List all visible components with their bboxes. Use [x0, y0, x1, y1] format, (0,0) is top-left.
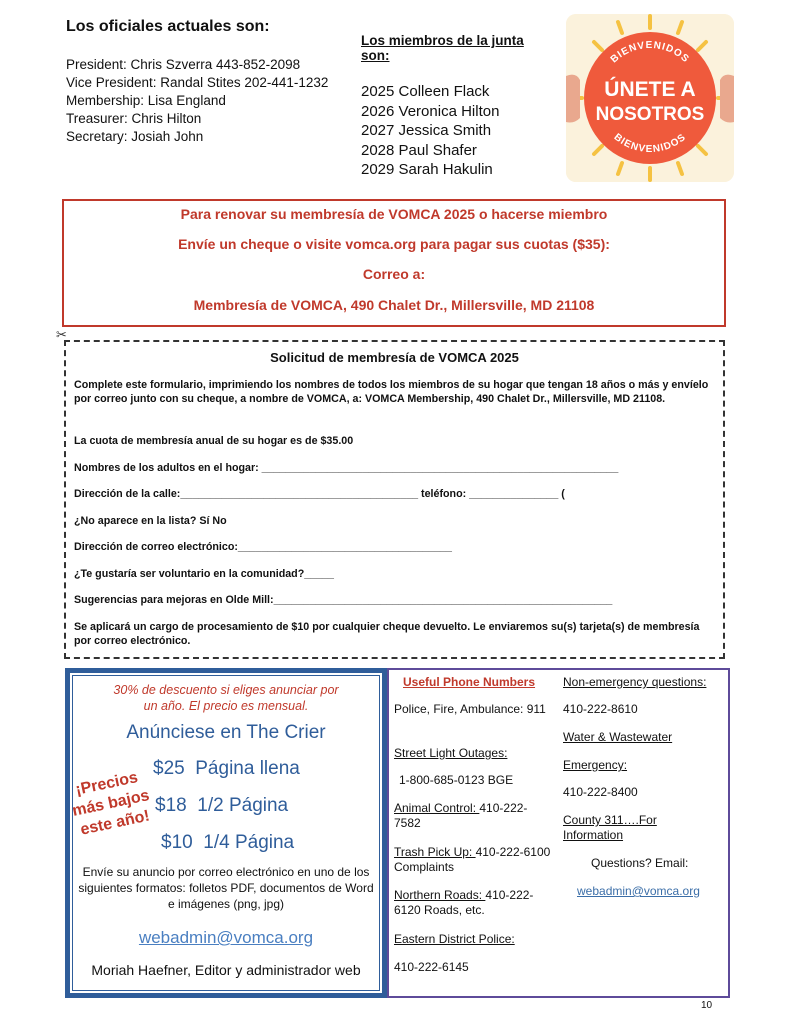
phone-animal-label: Animal Control:	[394, 801, 480, 815]
phone-nonemergency-number: 410-222-8610	[563, 702, 638, 716]
board-member: 2026 Veronica Hilton	[361, 102, 500, 120]
advertising-box	[65, 668, 387, 998]
board-member: 2028 Paul Shafer	[361, 141, 477, 159]
ad-heading: Anúnciese en The Crier	[126, 722, 326, 743]
welcome-line1: ÚNETE A	[604, 78, 696, 101]
form-fee: La cuota de membresía anual de su hogar es de $35.00	[74, 435, 354, 447]
phone-email-link[interactable]: webadmin@vomca.org	[577, 884, 700, 898]
renewal-line-4: Membresía de VOMCA, 490 Chalet Dr., Millersville, MD 21108	[193, 297, 595, 313]
board-list	[361, 82, 499, 180]
phone-roads-label: Northern Roads:	[394, 888, 486, 902]
board-member: 2029 Sarah Hakulin	[361, 161, 493, 178]
scissors-icon: ✂	[56, 327, 67, 342]
phone-questions: Questions? Email:	[591, 856, 689, 870]
form-suggestions-field[interactable]: Sugerencias para mejoras en Olde Mill:_________________________________________________________	[74, 594, 613, 606]
officers-list	[66, 56, 328, 146]
phone-animal-control	[394, 801, 554, 831]
phone-trash-label: Trash Pick Up:	[394, 845, 476, 859]
officers-title: Los oficiales actuales son:	[66, 18, 270, 35]
ad-price-half: $18 1/2 Página	[155, 795, 289, 816]
ad-editor: Moriah Haefner, Editor y administrador web	[91, 962, 361, 978]
welcome-line2: NOSOTROS	[595, 104, 705, 125]
phone-numbers-box	[387, 668, 730, 998]
ad-promo: ¡Precios más bajos este año!	[70, 769, 152, 839]
phone-police-number: 410-222-6145	[394, 960, 469, 974]
form-not-listed-field[interactable]: ¿No aparece en la lista? Sí No	[74, 515, 227, 527]
ad-price-quarter: $10 1/4 Página	[161, 832, 295, 853]
phone-roads-number: 410-222-6120 Roads, etc.	[394, 888, 534, 917]
phone-title: Useful Phone Numbers	[403, 675, 536, 689]
welcome-top-text: BIENVENIDOS	[608, 39, 692, 66]
phone-trash	[394, 845, 554, 875]
phone-animal-number: 410-222-7582	[394, 801, 528, 830]
phone-water-label: Water & Wastewater	[563, 730, 673, 744]
welcome-bottom-text: BIENVENIDOS	[611, 131, 689, 156]
renewal-box	[62, 199, 726, 327]
form-volunteer-field[interactable]: ¿Te gustaría ser voluntario en la comunidad?_____	[74, 568, 334, 580]
renewal-line-2: Envíe un cheque o visite vomca.org para pagar sus cuotas ($35):	[178, 236, 610, 252]
membership-form	[64, 340, 725, 659]
board-title: Los miembros de la junta son:	[361, 33, 524, 63]
officer-membership: Membership: Lisa England	[66, 93, 226, 108]
renewal-line-3: Correo a:	[362, 266, 426, 282]
phone-trash-number: 410-222-6100 Complaints	[394, 845, 551, 874]
phone-street-light-label: Street Light Outages:	[394, 746, 508, 760]
officer-vice-president: Vice President: Randal Stites 202-441-1232	[66, 75, 329, 90]
form-intro: Complete este formulario, imprimiendo los nombres de todos los miembros de su hogar que tengan 18 años o más y envíelo por correo junto con su cheque, a nombre de VOMCA, a: VOMCA Membership, 490 Chalet Dr., Millersville, MD 21108.	[74, 379, 709, 405]
officer-secretary: Secretary: Josiah John	[66, 129, 204, 144]
page-number: 10	[701, 1000, 713, 1011]
board-member: 2025 Colleen Flack	[361, 83, 490, 100]
phone-police-label: Eastern District Police:	[394, 932, 515, 946]
phone-emergency-number: 410-222-8400	[563, 785, 638, 799]
ad-discount: 30% de descuento si eliges anunciar por un año. El precio es mensual.	[113, 683, 339, 713]
phone-roads	[394, 888, 554, 918]
welcome-badge-graphic	[566, 14, 734, 182]
officer-treasurer: Treasurer: Chris Hilton	[66, 111, 202, 126]
phone-nonemergency-label: Non-emergency questions:	[563, 675, 707, 689]
form-address-field[interactable]: Dirección de la calle:________________________________________ teléfono: _______________ (	[74, 488, 565, 500]
form-email-field[interactable]: Dirección de correo electrónico:____________________________________	[74, 541, 452, 553]
welcome-badge-image	[566, 14, 734, 182]
form-title: Solicitud de membresía de VOMCA 2025	[270, 350, 519, 365]
phone-street-light-number: 1-800-685-0123 BGE	[399, 773, 514, 787]
ad-instructions: Envíe su anuncio por correo electrónico en uno de los siguientes formatos: folletos PDF, documentos de Word e imágenes (png, jpg)	[78, 865, 374, 911]
officer-president: President: Chris Szverra 443-852-2098	[66, 57, 301, 72]
form-fee-note: Se aplicará un cargo de procesamiento de $10 por cualquier cheque devuelto. Le enviaremos su(s) tarjeta(s) de membresía por correo electrónico.	[74, 621, 700, 647]
board-member: 2027 Jessica Smith	[361, 122, 492, 139]
ad-email-link[interactable]: webadmin@vomca.org	[138, 928, 314, 947]
renewal-line-1: Para renovar su membresía de VOMCA 2025 o hacerse miembro	[180, 206, 608, 222]
phone-police-fire: Police, Fire, Ambulance: 911	[394, 702, 546, 716]
ad-price-full: $25 Página llena	[153, 758, 300, 779]
form-adults-field[interactable]: Nombres de los adultos en el hogar: ____________________________________________________________	[74, 462, 619, 474]
phone-emergency-label: Emergency:	[563, 758, 628, 772]
phone-county-label: County 311….For Information	[563, 813, 657, 842]
